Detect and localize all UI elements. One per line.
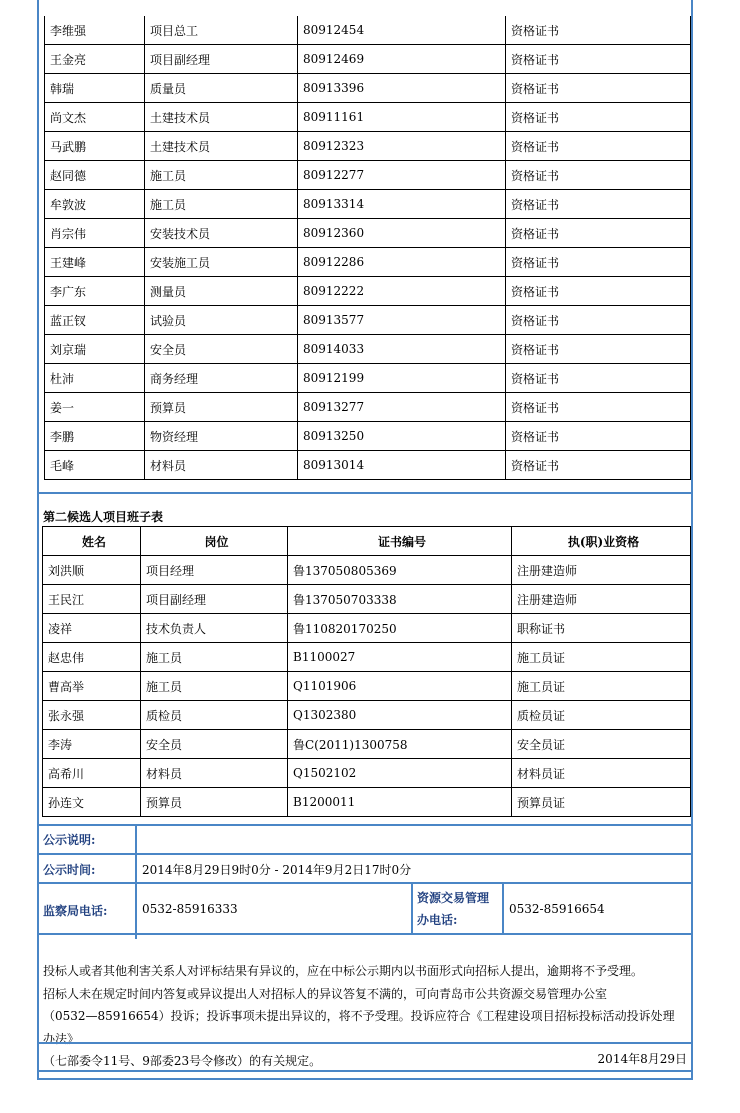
table-cell: 鲁137050805369: [288, 556, 512, 585]
table-cell: 材料员证: [512, 759, 691, 788]
table-cell: 资格证书: [506, 16, 691, 45]
second-team-title: 第二候选人项目班子表: [43, 510, 164, 524]
notice-divider-phone: [37, 882, 693, 884]
header-qualification: 执(职)业资格: [512, 527, 691, 556]
table-cell: 项目副经理: [141, 585, 288, 614]
table-cell: 质量员: [145, 74, 298, 103]
table-row: [45, 364, 691, 393]
table-cell: 物资经理: [145, 422, 298, 451]
table-cell: 资格证书: [506, 248, 691, 277]
table-cell: 施工员证: [512, 672, 691, 701]
table-cell: 李广东: [45, 277, 145, 306]
table-cell: 预算员证: [512, 788, 691, 817]
table-cell: 试验员: [145, 306, 298, 335]
table-cell: 肖宗伟: [45, 219, 145, 248]
table-row: [45, 132, 691, 161]
table-cell: 80912286: [298, 248, 506, 277]
table-row: [43, 759, 691, 788]
table-cell: 施工员: [141, 672, 288, 701]
table-cell: 毛峰: [45, 451, 145, 480]
notice-line-1: 投标人或者其他利害关系人对评标结果有异议的，应在中标公示期内以书面形式向招标人提出，逾期将不予受理。: [43, 964, 644, 978]
table-row: [45, 422, 691, 451]
table-cell: 80912199: [298, 364, 506, 393]
table-row: [45, 277, 691, 306]
table-row: [43, 730, 691, 759]
table-cell: 资格证书: [506, 422, 691, 451]
table-cell: 注册建造师: [512, 556, 691, 585]
header-position: 岗位: [141, 527, 288, 556]
table-cell: 韩瑞: [45, 74, 145, 103]
table-cell: Q1502102: [288, 759, 512, 788]
table-row: [45, 190, 691, 219]
table-cell: 材料员: [141, 759, 288, 788]
table-cell: 赵忠伟: [43, 643, 141, 672]
table-cell: 技术负责人: [141, 614, 288, 643]
table-cell: 资格证书: [506, 335, 691, 364]
table-cell: 施工员: [145, 190, 298, 219]
notice-line-3: （0532—85916654）投诉；投诉事项未提出异议的，将不予受理。投诉应符合《工程建设项目招标投标活动投诉处理办法》: [43, 1009, 675, 1046]
table-row: [45, 306, 691, 335]
table-cell: 质检员: [141, 701, 288, 730]
table-cell: 项目经理: [141, 556, 288, 585]
exchange-phone-label-line1: 资源交易管理: [417, 891, 490, 905]
table-row: [45, 335, 691, 364]
table-cell: 80913277: [298, 393, 506, 422]
table-cell: 资格证书: [506, 132, 691, 161]
table-row: [43, 643, 691, 672]
section-divider: [37, 492, 693, 494]
table-row: [45, 74, 691, 103]
table-cell: 80913250: [298, 422, 506, 451]
table-cell: 资格证书: [506, 103, 691, 132]
table-cell: 牟敦波: [45, 190, 145, 219]
table-row: [45, 161, 691, 190]
second-team-table: [42, 526, 691, 817]
table-cell: 80912360: [298, 219, 506, 248]
table-row: [45, 103, 691, 132]
table-cell: 注册建造师: [512, 585, 691, 614]
table-cell: 80911161: [298, 103, 506, 132]
notice-paragraph: [43, 960, 683, 1073]
notice-date: 2014年8月29日: [597, 1052, 687, 1066]
exchange-phone-label-line2: 办电话:: [417, 913, 458, 927]
table-cell: 施工员: [141, 643, 288, 672]
table-row: [45, 45, 691, 74]
table-cell: 李鹏: [45, 422, 145, 451]
table-row: [45, 393, 691, 422]
table-cell: 鲁137050703338: [288, 585, 512, 614]
exchange-phone-value: 0532-85916654: [509, 902, 605, 916]
first-team-table: [44, 16, 691, 480]
table-cell: 曹高举: [43, 672, 141, 701]
table-cell: 80913577: [298, 306, 506, 335]
table-cell: 80913014: [298, 451, 506, 480]
table-cell: 姜一: [45, 393, 145, 422]
table-cell: 80912323: [298, 132, 506, 161]
notice-line-4: （七部委令11号、9部委23号令修改）的有关规定。: [43, 1054, 322, 1068]
table-cell: 资格证书: [506, 306, 691, 335]
table-row: [43, 788, 691, 817]
table-cell: 80913314: [298, 190, 506, 219]
table-cell: 杜沛: [45, 364, 145, 393]
table-cell: 资格证书: [506, 190, 691, 219]
table-cell: 职称证书: [512, 614, 691, 643]
table-cell: 凌祥: [43, 614, 141, 643]
notice-time-label: 公示时间:: [43, 863, 96, 877]
table-cell: B1100027: [288, 643, 512, 672]
table-cell: 蓝正钗: [45, 306, 145, 335]
table-cell: 资格证书: [506, 161, 691, 190]
table-cell: 安装施工员: [145, 248, 298, 277]
table-cell: 安全员: [145, 335, 298, 364]
table-cell: 80913396: [298, 74, 506, 103]
notice-divider-time: [37, 853, 693, 855]
table-cell: 80912222: [298, 277, 506, 306]
notice-divider-date: [37, 1042, 693, 1044]
table-cell: 资格证书: [506, 364, 691, 393]
table-row: [43, 701, 691, 730]
table-cell: 80912469: [298, 45, 506, 74]
table-cell: 施工员: [145, 161, 298, 190]
table-cell: 王建峰: [45, 248, 145, 277]
table-row: [43, 614, 691, 643]
table-cell: 材料员: [145, 451, 298, 480]
notice-time-value: 2014年8月29日9时0分 - 2014年9月2日17时0分: [142, 863, 412, 877]
table-row: [45, 16, 691, 45]
table-cell: 李维强: [45, 16, 145, 45]
notice-divider-bottom: [37, 1070, 693, 1072]
table-cell: 施工员证: [512, 643, 691, 672]
table-cell: 80912454: [298, 16, 506, 45]
table-cell: 高希川: [43, 759, 141, 788]
table-cell: Q1101906: [288, 672, 512, 701]
table-cell: 预算员: [141, 788, 288, 817]
table-cell: 商务经理: [145, 364, 298, 393]
table-cell: 测量员: [145, 277, 298, 306]
table-cell: 资格证书: [506, 219, 691, 248]
table-cell: 项目总工: [145, 16, 298, 45]
table-cell: 土建技术员: [145, 132, 298, 161]
table-cell: 80912277: [298, 161, 506, 190]
table-cell: 资格证书: [506, 393, 691, 422]
table-cell: 鲁110820170250: [288, 614, 512, 643]
table-row: [43, 585, 691, 614]
table-cell: 李涛: [43, 730, 141, 759]
table-cell: 张永强: [43, 701, 141, 730]
notice-divider-text: [37, 933, 693, 935]
table-cell: 赵同德: [45, 161, 145, 190]
table-cell: 土建技术员: [145, 103, 298, 132]
table-row: [45, 248, 691, 277]
header-name: 姓名: [43, 527, 141, 556]
table-cell: 鲁C(2011)1300758: [288, 730, 512, 759]
phone-divider-2: [502, 883, 504, 934]
table-cell: 质检员证: [512, 701, 691, 730]
table-cell: 资格证书: [506, 45, 691, 74]
table-cell: 资格证书: [506, 277, 691, 306]
phone-divider-1: [411, 883, 413, 934]
table-cell: 80914033: [298, 335, 506, 364]
table-cell: B1200011: [288, 788, 512, 817]
notice-desc-label: 公示说明:: [43, 833, 96, 847]
table-cell: 项目副经理: [145, 45, 298, 74]
supervision-phone-label: 监察局电话:: [43, 904, 108, 918]
table-row: [45, 219, 691, 248]
table-cell: 资格证书: [506, 451, 691, 480]
table-cell: 资格证书: [506, 74, 691, 103]
table-cell: 尚文杰: [45, 103, 145, 132]
table-row: [45, 451, 691, 480]
notice-line-2: 招标人未在规定时间内答复或异议提出人对招标人的异议答复不满的，可向青岛市公共资源交易管理办公室: [43, 986, 608, 1001]
table-cell: 刘洪顺: [43, 556, 141, 585]
table-cell: 刘京瑞: [45, 335, 145, 364]
supervision-phone-value: 0532-85916333: [142, 902, 238, 916]
table-cell: 王金亮: [45, 45, 145, 74]
table-cell: 安全员证: [512, 730, 691, 759]
table-cell: 孙连文: [43, 788, 141, 817]
table-row: [43, 672, 691, 701]
table-cell: 王民江: [43, 585, 141, 614]
table-cell: 预算员: [145, 393, 298, 422]
table-cell: 马武鹏: [45, 132, 145, 161]
table-cell: 安全员: [141, 730, 288, 759]
header-certificate-number: 证书编号: [288, 527, 512, 556]
table-cell: Q1302380: [288, 701, 512, 730]
table-cell: 安装技术员: [145, 219, 298, 248]
table-row: [43, 556, 691, 585]
